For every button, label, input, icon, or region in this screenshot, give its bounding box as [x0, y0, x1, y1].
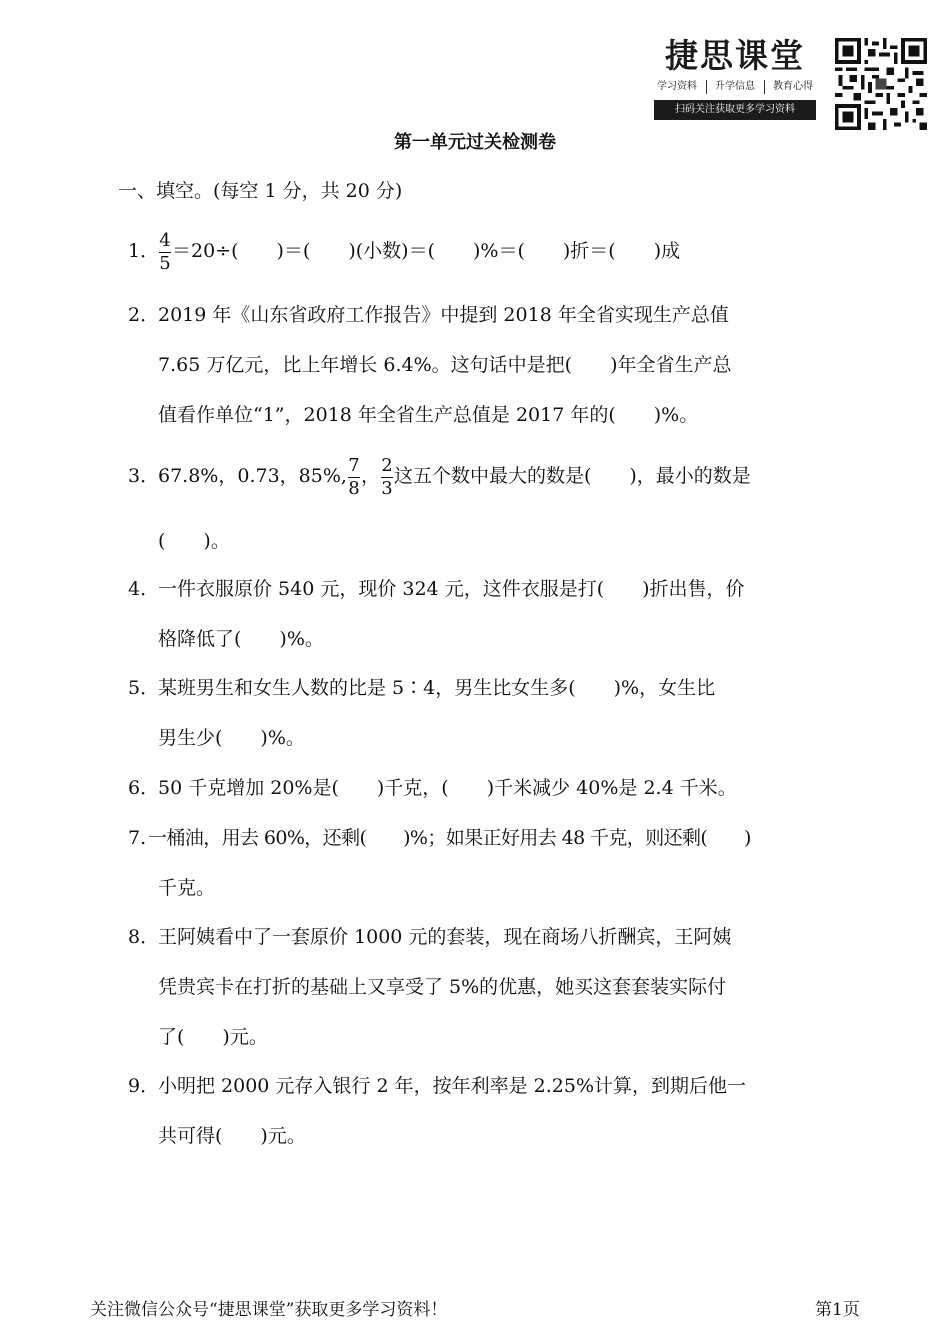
- question-text: 50 千克增加 20%是( )千克，( )千米减少 40%是 2.4 千米。: [158, 777, 737, 799]
- brand-block: [654, 36, 816, 120]
- question-text: 格降低了( )%。: [158, 628, 324, 650]
- footer-promo: 关注微信公众号“捷思课堂”获取更多学习资料！: [90, 1300, 448, 1320]
- qr-code-icon: [835, 38, 927, 130]
- fraction: $\frac{7}{8}$: [348, 454, 360, 499]
- question-text: 67.8%，0.73，85%,: [158, 465, 347, 487]
- page-number: 第1页: [815, 1300, 860, 1320]
- question-text: 这五个数中最大的数是( )，最小的数是: [393, 465, 751, 487]
- scan-banner: 扫码关注获取更多学习资料: [654, 100, 816, 120]
- question-text: 男生少( )%。: [158, 727, 305, 749]
- fraction: $\frac{2}{3}$: [381, 454, 393, 499]
- brand-tag: 教育心得: [773, 81, 813, 92]
- fraction: $\frac{4}{5}$: [159, 229, 171, 274]
- question-text: 7.65 万亿元，比上年增长 6.4%。这句话中是把( )年全省生产总: [158, 354, 732, 376]
- question-text: 一桶油，用去 60%，还剩( )%；如果正好用去 48 千克，则还剩( ): [148, 827, 751, 849]
- question-text: 一件衣服原价 540 元，现价 324 元，这件衣服是打( )折出售，价: [158, 578, 745, 600]
- question-text: ＝20÷( )＝( )(小数)＝( )%＝( )折＝( )成: [172, 240, 681, 262]
- brand-tags: [654, 80, 816, 94]
- question-text: 千克。: [158, 877, 216, 899]
- question-text: 凭贵宾卡在打折的基础上又享受了 5%的优惠，她买这套套装实际付: [158, 976, 727, 998]
- brand-tag: 升学信息: [715, 81, 755, 92]
- question-text: 王阿姨看中了一套原价 1000 元的套装，现在商场八折酬宾，王阿姨: [158, 926, 732, 948]
- page-title: 第一单元过关检测卷: [394, 132, 556, 153]
- question-text: 某班男生和女生人数的比是 5∶4，男生比女生多( )%，女生比: [158, 677, 716, 699]
- brand-name: 捷思课堂: [665, 36, 805, 75]
- question-text: 2019 年《山东省政府工作报告》中提到 2018 年全省实现生产总值: [158, 304, 729, 326]
- question-text: 共可得( )元。: [158, 1125, 306, 1147]
- question-text: ( )。: [158, 530, 230, 552]
- question-text: 了( )元。: [158, 1026, 268, 1048]
- section-heading: 一、填空。(每空 1 分，共 20 分): [118, 180, 403, 202]
- question-text: 值看作单位“1”，2018 年全省生产总值是 2017 年的( )%。: [158, 404, 699, 426]
- question-text: 小明把 2000 元存入银行 2 年，按年利率是 2.25%计算，到期后他一: [158, 1075, 746, 1097]
- brand-tag: 学习资料: [657, 81, 697, 92]
